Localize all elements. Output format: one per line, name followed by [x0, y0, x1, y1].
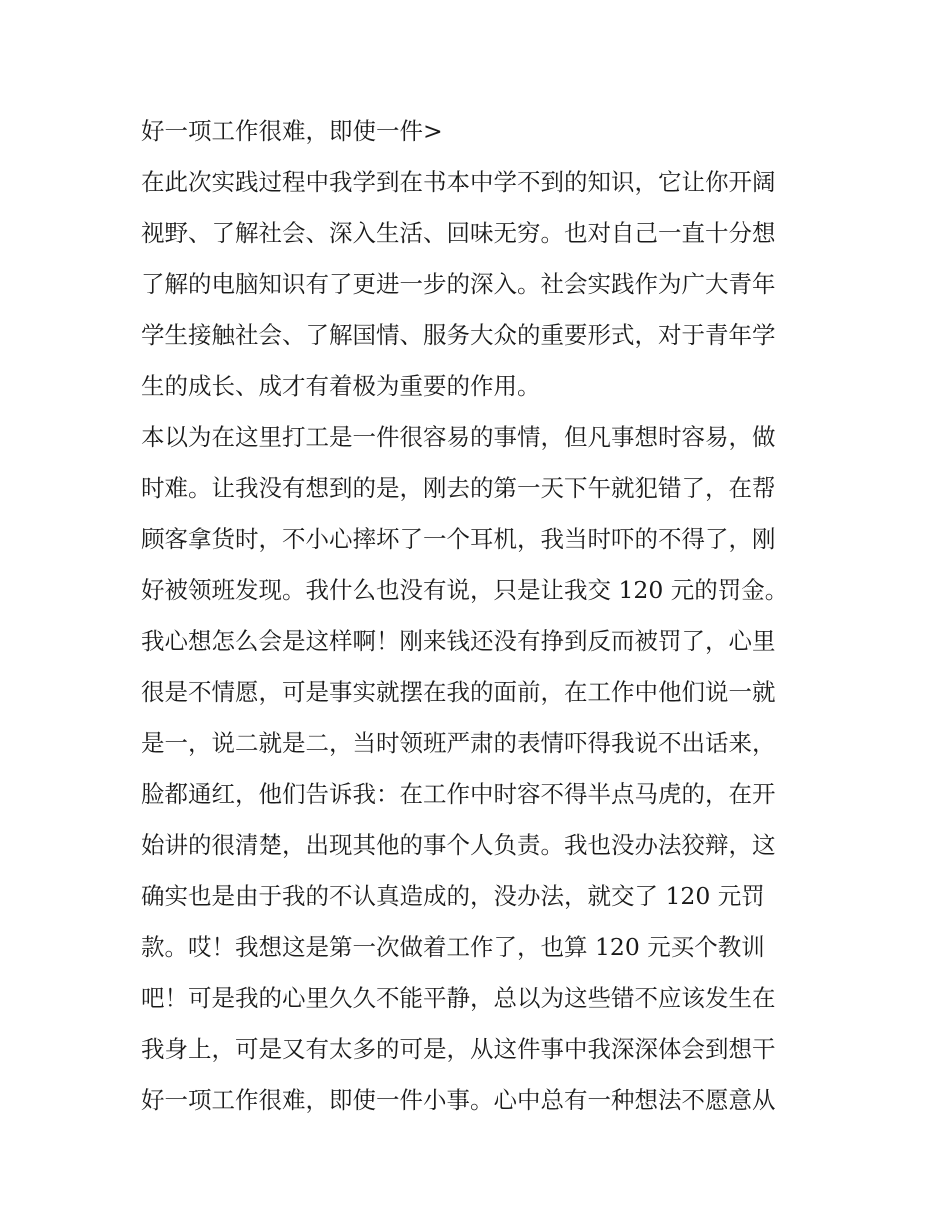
text-line: 很是不情愿，可是事实就摆在我的面前，在工作中他们说一就 [141, 678, 776, 706]
text-line: 视野、了解社会、深入生活、回味无穷。也对自己一直十分想 [141, 219, 776, 247]
text-line: 生的成长、成才有着极为重要的作用。 [141, 372, 541, 400]
text-line: 好被领班发现。我什么也没有说，只是让我交 120 元的罚金。 [141, 576, 789, 604]
text-line: 顾客拿货时，不小心摔坏了一个耳机，我当时吓的不得了，刚 [141, 525, 776, 553]
text-line: 本以为在这里打工是一件很容易的事情，但凡事想时容易，做 [141, 423, 776, 451]
body-text [141, 106, 821, 1126]
text-line: 了解的电脑知识有了更进一步的深入。社会实践作为广大青年 [141, 270, 776, 298]
text-line: 款。哎！我想这是第一次做着工作了，也算 120 元买个教训 [141, 933, 765, 961]
text-line: 我心想怎么会是这样啊！刚来钱还没有挣到反而被罚了，心里 [141, 627, 776, 655]
text-line: 确实也是由于我的不认真造成的，没办法，就交了 120 元罚 [141, 882, 765, 910]
text-line: 好一项工作很难，即使一件> [141, 117, 443, 145]
text-line: 始讲的很清楚，出现其他的事个人负责。我也没办法狡辩，这 [141, 831, 776, 859]
text-line: 在此次实践过程中我学到在书本中学不到的知识，它让你开阔 [141, 168, 776, 196]
text-line: 好一项工作很难，即使一件小事。心中总有一种想法不愿意从 [141, 1086, 776, 1114]
text-line: 学生接触社会、了解国情、服务大众的重要形式，对于青年学 [141, 321, 776, 349]
text-line: 我身上，可是又有太多的可是，从这件事中我深深体会到想干 [141, 1035, 776, 1063]
text-line: 脸都通红，他们告诉我：在工作中时容不得半点马虎的，在开 [141, 780, 776, 808]
text-line: 时难。让我没有想到的是，刚去的第一天下午就犯错了，在帮 [141, 474, 776, 502]
text-line: 吧！可是我的心里久久不能平静，总以为这些错不应该发生在 [141, 984, 776, 1012]
text-line: 是一，说二就是二，当时领班严肃的表情吓得我说不出话来， [141, 729, 776, 757]
